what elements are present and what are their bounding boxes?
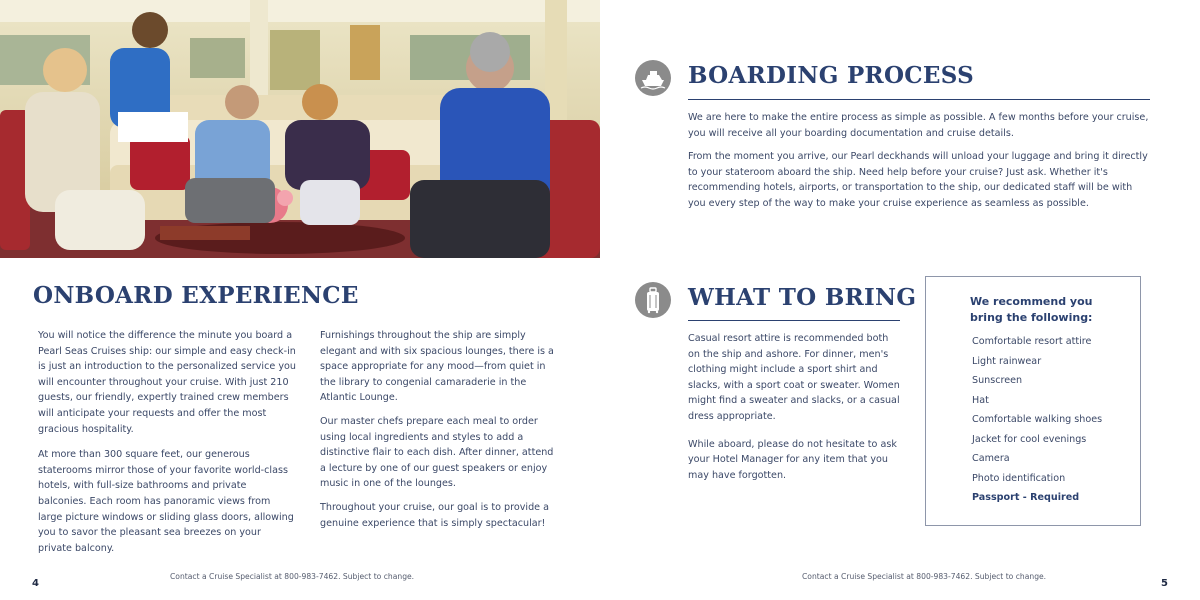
onboard-paragraph: You will notice the difference the minute you board a Pearl Seas Cruises ship: our simple and easy check-in is just an introduction to the personalized service you will encounter throughout your cruise. With just 210 guests, our friendly, expertly trained crew members will anticipate your requests and offer the most gracious hospitality. <box>38 330 296 435</box>
recommend-box <box>925 276 1141 526</box>
list-item: Comfortable resort attire <box>972 336 1092 347</box>
onboard-title: ONBOARD EXPERIENCE <box>33 282 359 309</box>
list-item: Hat <box>972 394 989 406</box>
onboard-paragraph: Furnishings throughout the ship are simply elegant and with six spacious lounges, there is a space appropriate for any mood—from quiet in the library to congenial camaraderie in the Atlantic Lounge. <box>320 330 554 404</box>
bring-paragraph: Casual resort attire is recommended both on the ship and ashore. For dinner, men's clothing might include a sport shirt and slacks, with a sport coat or sweater. Women might find a sweater and slacks, or a casual dress appropriate. <box>688 333 900 422</box>
list-item: Camera <box>972 453 1010 464</box>
title-divider <box>688 99 1150 100</box>
onboard-column-1 <box>38 328 296 564</box>
boarding-paragraph: We are here to make the entire process as simple as possible. A few months before your cruise, you will receive all your boarding documentation and cruise details. <box>688 112 1149 139</box>
boarding-paragraph: From the moment you arrive, our Pearl deckhands will unload your luggage and bring it directly to your stateroom aboard the ship. Need help before your cruise? Just ask. Whether it's recommending hotels, airports, or transportation to the ship, our dedicated staff will be with you every step of the way to make your cruise experience as seamless as possible. <box>688 151 1148 209</box>
list-item: Jacket for cool evenings <box>972 433 1087 445</box>
luggage-icon <box>635 282 671 318</box>
list-item: Photo identification <box>972 472 1066 484</box>
bring-body <box>688 331 903 491</box>
page-number: 5 <box>1161 578 1168 589</box>
onboard-column-2 <box>320 328 560 539</box>
footer-contact: Contact a Cruise Specialist at 800-983-7462. Subject to change. <box>170 572 415 581</box>
footer-contact: Contact a Cruise Specialist at 800-983-7462. Subject to change. <box>802 572 1047 581</box>
page-number: 4 <box>32 578 39 589</box>
onboard-paragraph: Throughout your cruise, our goal is to provide a genuine experience that is simply spectacular! <box>320 501 549 529</box>
lounge-photo <box>0 0 600 258</box>
list-item-required: Passport - Required <box>972 492 1080 503</box>
list-item: Comfortable walking shoes <box>972 414 1103 425</box>
bring-paragraph: While aboard, please do not hesitate to ask your Hotel Manager for any item that you may have forgotten. <box>688 438 897 481</box>
boarding-title: BOARDING PROCESS <box>688 62 975 89</box>
bring-title: WHAT TO BRING <box>688 284 917 311</box>
title-divider <box>688 320 900 321</box>
boarding-body <box>688 110 1152 220</box>
recommend-title: We recommend you bring the following: <box>970 295 1093 324</box>
recommend-list <box>972 334 1102 510</box>
onboard-paragraph: At more than 300 square feet, our generous staterooms mirror those of your favorite world-class hotels, with full-size bathrooms and private balconies. Each room has panoramic views from large picture windows or sliding glass doors, allowing you to savor the pleasant sea breezes on your private balcony. <box>38 449 294 554</box>
list-item: Light rainwear <box>972 355 1042 367</box>
list-item: Sunscreen <box>972 375 1023 386</box>
ship-icon <box>635 60 671 96</box>
onboard-paragraph: Our master chefs prepare each meal to order using local ingredients and styles to add a distinctive flair to each dish. After dinner, attend a lecture by one of our guest speakers or enjoy music in one of the lounges. <box>320 415 554 490</box>
